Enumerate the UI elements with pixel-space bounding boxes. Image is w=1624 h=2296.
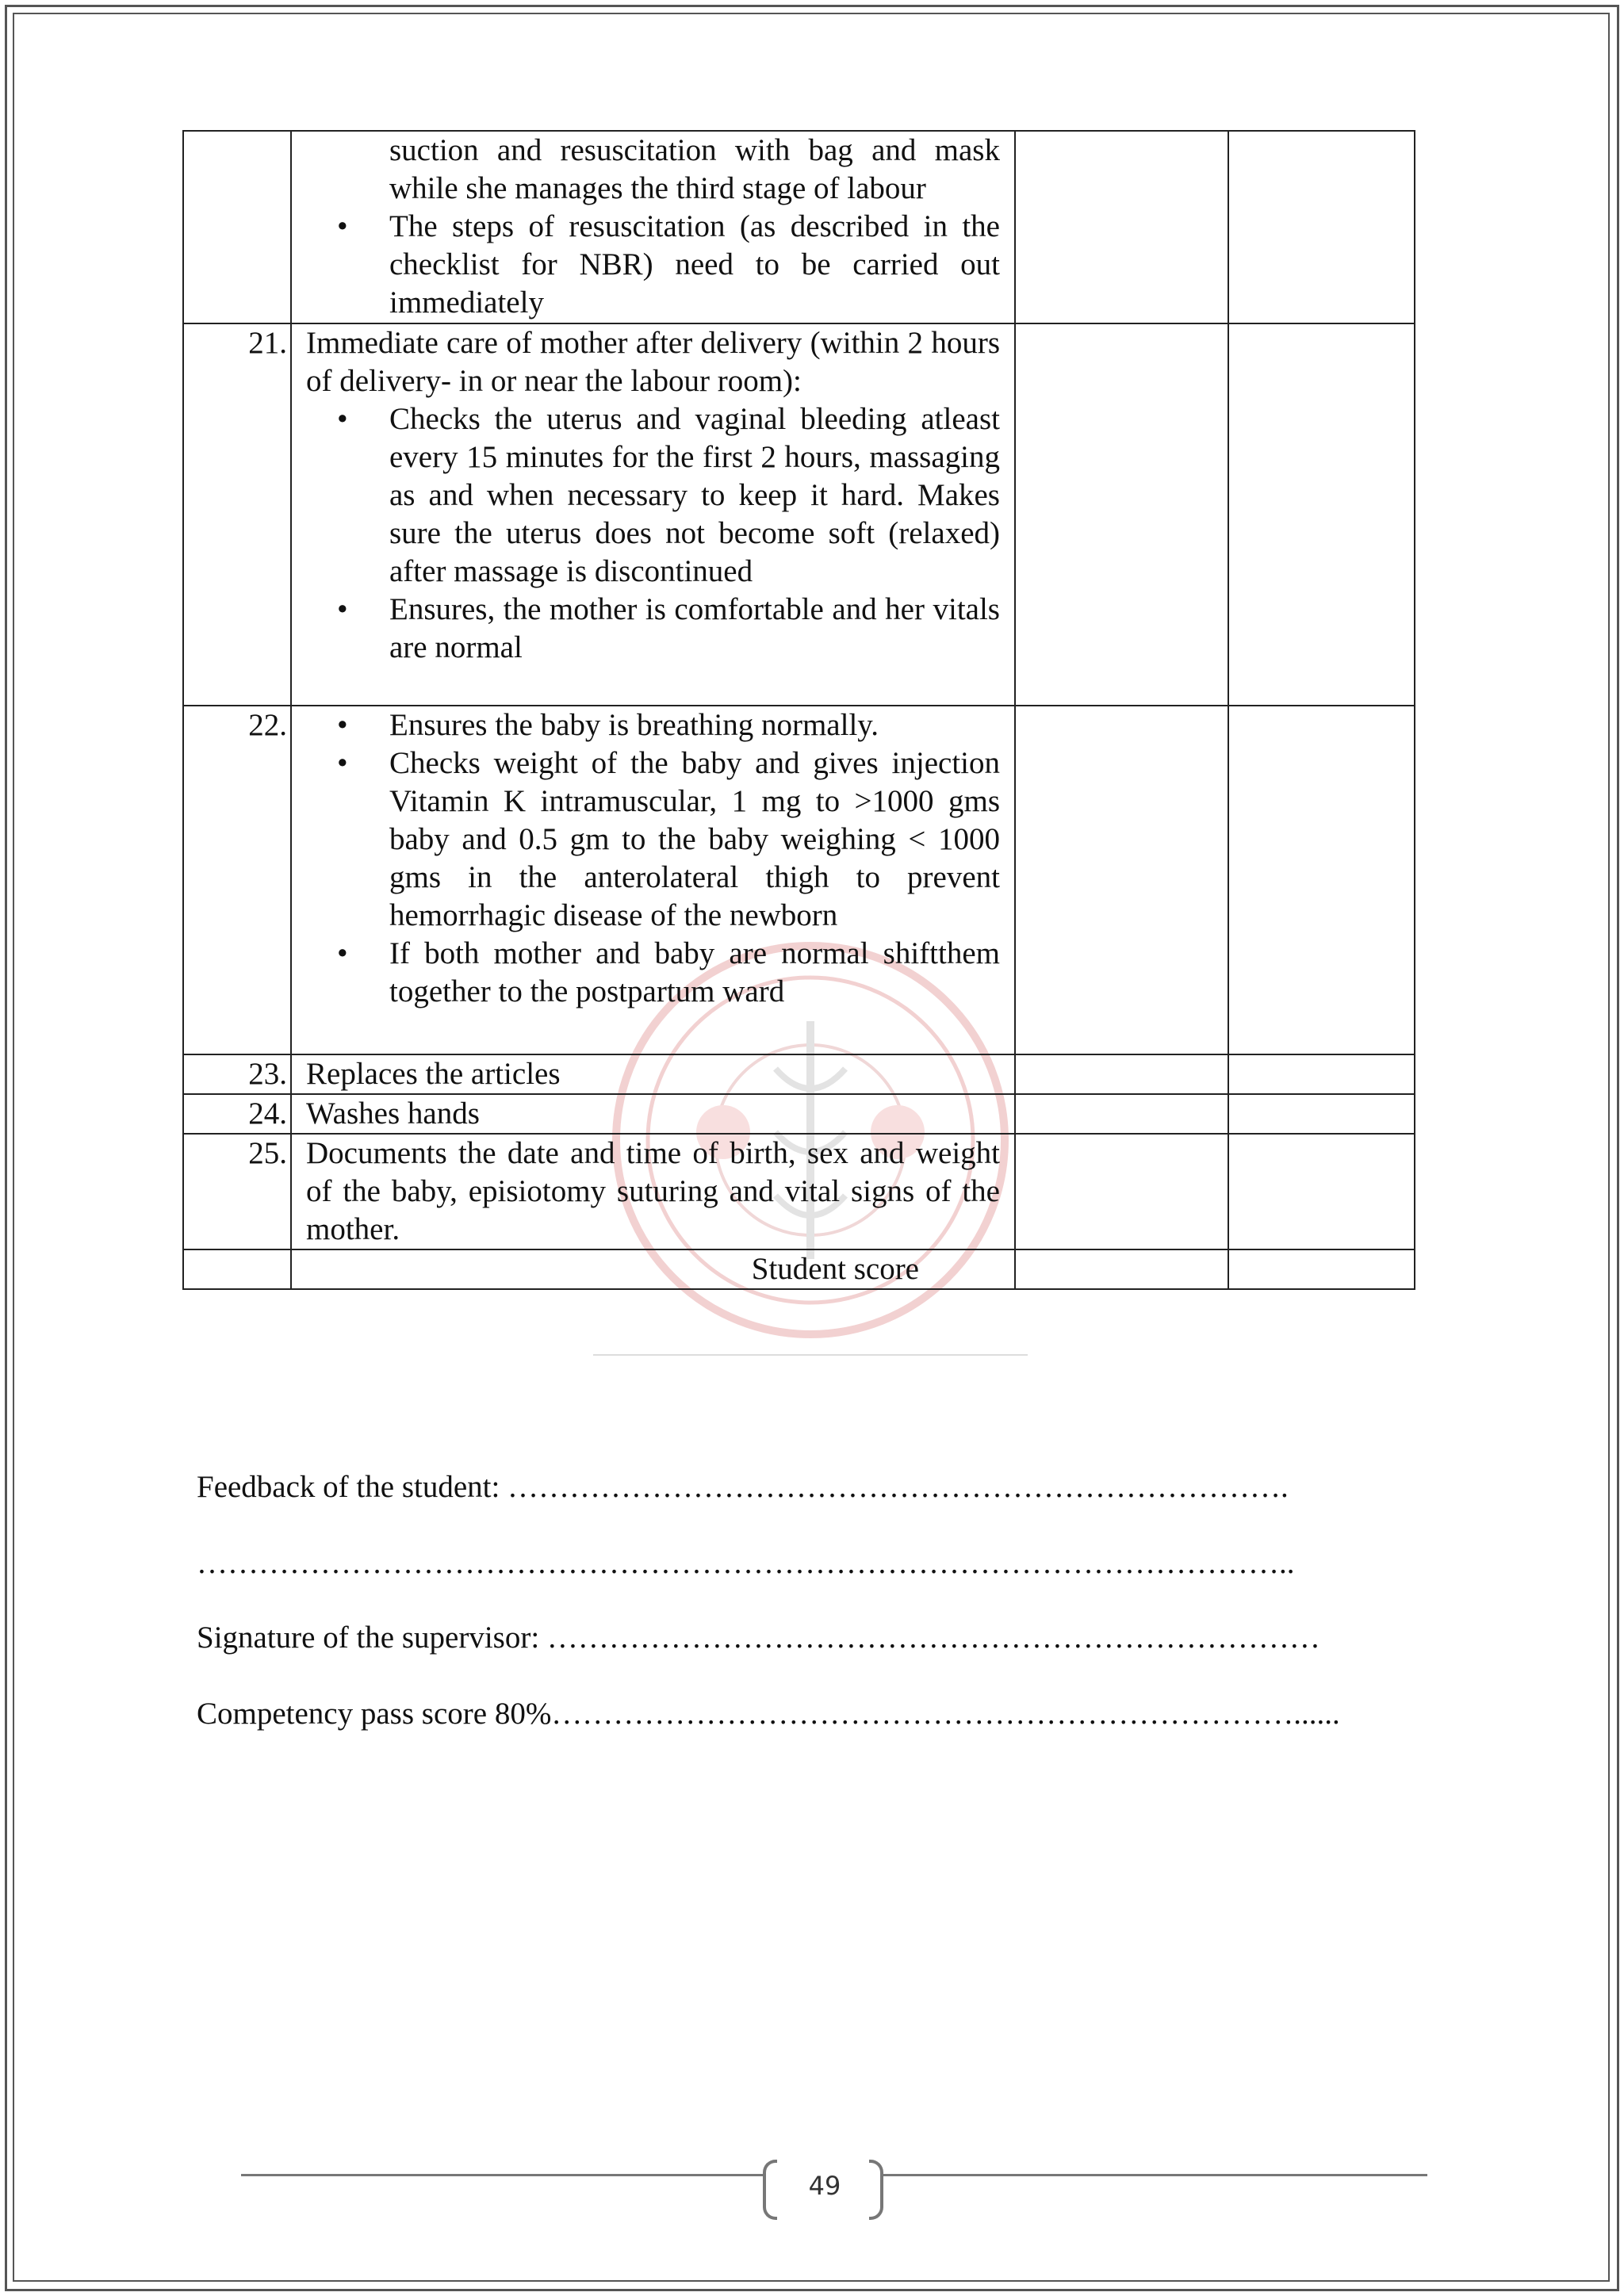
bullet-icon: • — [337, 746, 348, 780]
student-score-label: Student score — [291, 1249, 1015, 1289]
step-number: 23. — [183, 1054, 291, 1094]
list-item: • If both mother and baby are normal shiftthem together to the postpartum ward — [337, 936, 1000, 1008]
step-number: 22. — [183, 706, 291, 1054]
remarks-cell — [1228, 1249, 1415, 1289]
list-item: • Ensures, the mother is comfortable and her vitals are normal — [337, 592, 1000, 664]
table-row — [183, 1134, 1415, 1249]
bullet-icon: • — [337, 402, 348, 436]
bullet-icon: • — [337, 209, 348, 243]
step-number: 25. — [183, 1134, 291, 1249]
score-cell — [1015, 131, 1228, 323]
table-row — [183, 1054, 1415, 1094]
list-item: • Checks weight of the baby and gives injection Vitamin K intramuscular, 1 mg to >1000 gms baby and 0.5 gm to the baby weighing < 1000 gms in the anterolateral thigh to prevent hemorrhagic disease of the newborn — [337, 746, 1000, 932]
score-total-cell — [1015, 1249, 1228, 1289]
footer-rule-right — [883, 2174, 1427, 2176]
step-description: Replaces the articles — [291, 1054, 1015, 1094]
table-row — [183, 323, 1415, 706]
score-cell — [1015, 1054, 1228, 1094]
remarks-cell — [1228, 1134, 1415, 1249]
remarks-cell — [1228, 131, 1415, 323]
bullet-icon: • — [337, 708, 348, 742]
feedback-line: Feedback of the student: …………………………………………………………………. — [197, 1470, 1289, 1504]
seal-underline — [593, 1354, 1028, 1356]
footer-bracket-left — [763, 2160, 777, 2220]
table-row — [183, 1249, 1415, 1289]
step-number — [183, 131, 291, 323]
dotted-line: …………………………………………………………………………………………….. — [197, 1546, 1295, 1580]
bullet-icon: • — [337, 936, 348, 970]
score-cell — [1015, 1094, 1228, 1134]
supervisor-signature-line: Signature of the supervisor: ………………………………………………………………… — [197, 1621, 1320, 1655]
procedure-checklist-table — [182, 130, 1415, 1290]
score-cell — [1015, 1134, 1228, 1249]
table-row — [183, 706, 1415, 1054]
remarks-cell — [1228, 706, 1415, 1054]
table-row — [183, 1094, 1415, 1134]
empty-cell — [183, 1249, 291, 1289]
pass-score-line: Competency pass score 80%………………………………………………………………...... — [197, 1697, 1340, 1731]
page-number: 49 — [808, 2171, 841, 2201]
score-cell — [1015, 706, 1228, 1054]
list-item: • Ensures the baby is breathing normally. — [389, 706, 1000, 744]
step-description — [291, 131, 1015, 323]
step-description — [291, 706, 1015, 1054]
remarks-cell — [1228, 323, 1415, 706]
remarks-cell — [1228, 1054, 1415, 1094]
list-item: suction and resuscitation with bag and mask while she manages the third stage of labour — [389, 133, 1000, 205]
step-description: Washes hands — [291, 1094, 1015, 1134]
bullet-icon: • — [337, 592, 348, 626]
list-item: • Checks the uterus and vaginal bleeding atleast every 15 minutes for the first 2 hours, massaging as and when necessary to keep it hard. Makes sure the uterus does not become soft (relaxed) after massage is discontinued — [337, 402, 1000, 588]
score-cell — [1015, 323, 1228, 706]
list-item: • The steps of resuscitation (as described in the checklist for NBR) need to be carried out immediately — [337, 209, 1000, 320]
step-description: Documents the date and time of birth, sex and weight of the baby, episiotomy suturing and vital signs of the mother. — [291, 1134, 1015, 1249]
step-number: 24. — [183, 1094, 291, 1134]
footer-bracket-right — [869, 2160, 883, 2220]
footer-rule-left — [241, 2174, 763, 2176]
step-intro: Immediate care of mother after delivery (within 2 hours of delivery- in or near the labour room): — [306, 326, 1000, 398]
table-row — [183, 131, 1415, 323]
step-number: 21. — [183, 323, 291, 706]
step-description — [291, 323, 1015, 706]
remarks-cell — [1228, 1094, 1415, 1134]
